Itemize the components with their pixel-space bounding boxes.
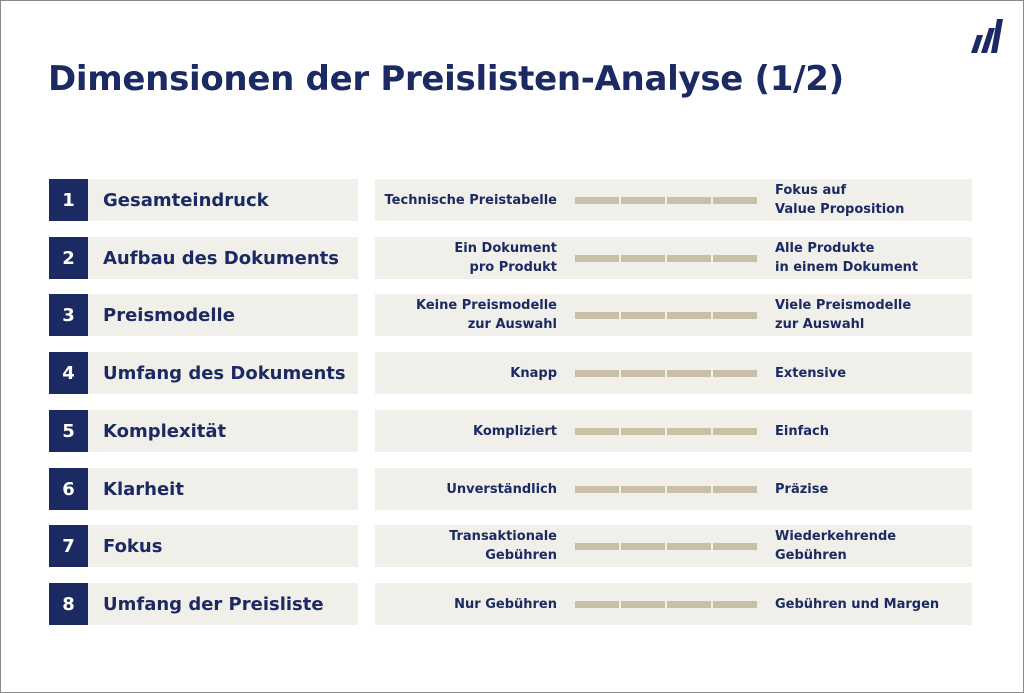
scale-right-label (775, 352, 965, 394)
dimension-row (49, 294, 972, 336)
scale-bar (575, 197, 757, 204)
scale-segment (575, 543, 619, 550)
row-number: 2 (49, 237, 88, 279)
row-label-box (88, 525, 358, 567)
scale-box (375, 352, 972, 394)
scale-box (375, 179, 972, 221)
scale-right-line-2: Value Proposition (775, 202, 905, 217)
scale-left-line-2: Gebühren (485, 548, 557, 563)
scale-box (375, 525, 972, 567)
row-label: Komplexität (103, 420, 227, 442)
scale-left-label (377, 179, 557, 221)
scale-box (375, 237, 972, 279)
dimension-row (49, 352, 972, 394)
scale-bar (575, 370, 757, 377)
scale-bar (575, 543, 757, 550)
row-label: Fokus (103, 535, 163, 557)
scale-left-label (377, 583, 557, 625)
row-number: 4 (49, 352, 88, 394)
scale-box (375, 468, 972, 510)
scale-left-label (377, 352, 557, 394)
row-number: 6 (49, 468, 88, 510)
dimension-row (49, 237, 972, 279)
scale-right-line-1: Viele Preismodelle (775, 298, 912, 313)
scale-segment (621, 370, 665, 377)
scale-segment (667, 255, 711, 262)
scale-left-line-1: Knapp (510, 365, 557, 381)
dimension-row (49, 179, 972, 221)
row-number: 3 (49, 294, 88, 336)
scale-bar (575, 486, 757, 493)
scale-segment (713, 255, 757, 262)
scale-segment (667, 370, 711, 377)
row-label-box (88, 352, 358, 394)
scale-segment (713, 601, 757, 608)
scale-segment (621, 312, 665, 319)
scale-bar (575, 601, 757, 608)
row-label-box (88, 410, 358, 452)
scale-segment (667, 486, 711, 493)
scale-bar (575, 428, 757, 435)
scale-left-line-1: Keine Preismodelle (416, 298, 557, 313)
scale-right-label (775, 294, 965, 336)
scale-right-label (775, 237, 965, 279)
scale-box (375, 583, 972, 625)
scale-segment (667, 312, 711, 319)
scale-left-line-2: zur Auswahl (467, 317, 557, 332)
scale-segment (713, 428, 757, 435)
row-label-box (88, 237, 358, 279)
scale-right-line-1: Alle Produkte (775, 241, 875, 256)
row-label: Klarheit (103, 478, 184, 500)
scale-segment (575, 370, 619, 377)
row-label: Umfang des Dokuments (103, 362, 346, 384)
scale-right-line-1: Einfach (775, 423, 829, 439)
scale-right-label (775, 583, 965, 625)
scale-left-label (377, 468, 557, 510)
scale-segment (621, 197, 665, 204)
dimension-row (49, 410, 972, 452)
scale-left-line-1: Transaktionale (449, 529, 557, 544)
scale-right-label (775, 468, 965, 510)
scale-right-line-1: Extensive (775, 365, 847, 381)
scale-segment (575, 255, 619, 262)
scale-segment (575, 486, 619, 493)
row-label: Aufbau des Dokuments (103, 247, 339, 269)
scale-left-line-1: Unverständlich (446, 481, 557, 497)
scale-left-line-1: Nur Gebühren (454, 596, 557, 612)
row-label-box (88, 468, 358, 510)
row-label: Gesamteindruck (103, 189, 269, 211)
row-number: 7 (49, 525, 88, 567)
row-number: 1 (49, 179, 88, 221)
scale-right-line-2: zur Auswahl (775, 317, 865, 332)
scale-right-label (775, 179, 965, 221)
scale-left-line-2: pro Produkt (469, 260, 557, 275)
row-number: 8 (49, 583, 88, 625)
scale-right-line-1: Fokus auf (775, 183, 847, 198)
scale-left-line-1: Technische Preistabelle (384, 192, 557, 208)
bars-logo-icon (967, 19, 1003, 53)
scale-segment (667, 543, 711, 550)
scale-right-line-2: Gebühren (775, 548, 847, 563)
scale-left-line-1: Kompliziert (472, 423, 557, 439)
scale-left-label (377, 294, 557, 336)
scale-left-label (377, 525, 557, 567)
scale-left-line-1: Ein Dokument (454, 241, 557, 256)
scale-segment (713, 370, 757, 377)
row-label-box (88, 179, 358, 221)
scale-segment (667, 601, 711, 608)
page-title: Dimensionen der Preislisten-Analyse (1/2) (48, 59, 844, 99)
scale-segment (713, 543, 757, 550)
scale-bar (575, 312, 757, 319)
row-label: Preismodelle (103, 304, 235, 326)
dimension-row (49, 525, 972, 567)
dimension-row (49, 583, 972, 625)
dimension-row (49, 468, 972, 510)
scale-segment (621, 486, 665, 493)
scale-segment (621, 428, 665, 435)
scale-segment (713, 197, 757, 204)
scale-segment (713, 486, 757, 493)
scale-segment (667, 428, 711, 435)
row-label-box (88, 294, 358, 336)
scale-segment (621, 543, 665, 550)
scale-box (375, 294, 972, 336)
scale-right-line-1: Gebühren und Margen (775, 596, 940, 612)
scale-segment (667, 197, 711, 204)
row-label: Umfang der Preisliste (103, 593, 324, 615)
scale-segment (575, 312, 619, 319)
scale-right-label (775, 410, 965, 452)
scale-box (375, 410, 972, 452)
scale-right-label (775, 525, 965, 567)
scale-segment (575, 601, 619, 608)
scale-right-line-2: in einem Dokument (775, 260, 919, 275)
scale-left-label (377, 237, 557, 279)
scale-segment (621, 601, 665, 608)
scale-left-label (377, 410, 557, 452)
scale-right-line-1: Wiederkehrende (775, 529, 897, 544)
row-label-box (88, 583, 358, 625)
scale-segment (713, 312, 757, 319)
scale-right-line-1: Präzise (775, 481, 829, 497)
row-number: 5 (49, 410, 88, 452)
scale-segment (575, 428, 619, 435)
scale-segment (621, 255, 665, 262)
scale-bar (575, 255, 757, 262)
scale-segment (575, 197, 619, 204)
